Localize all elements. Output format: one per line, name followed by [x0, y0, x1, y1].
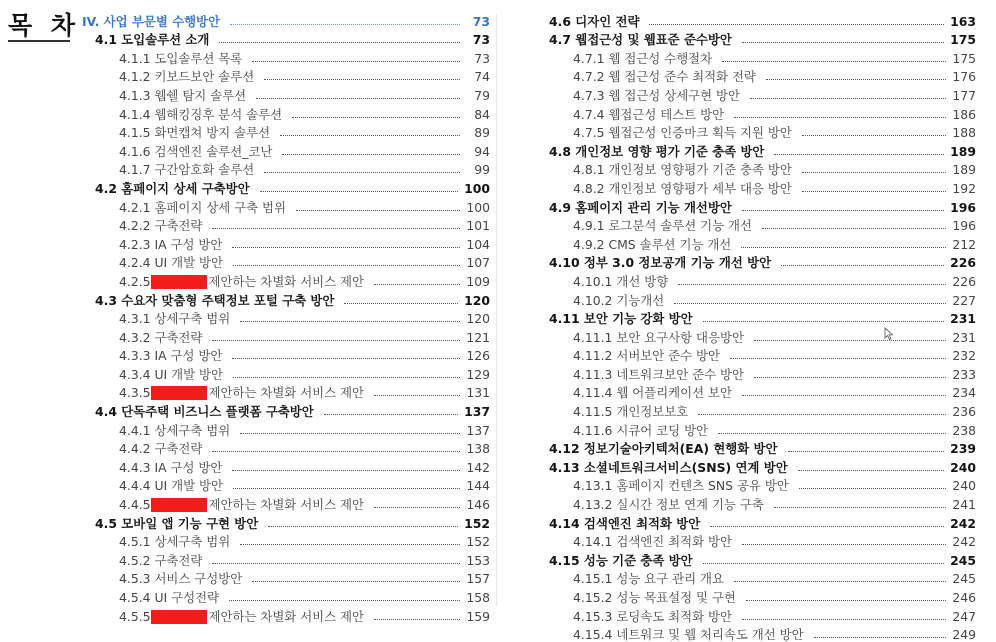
- toc-subentry: [536, 66, 976, 85]
- toc-subentry: [82, 493, 490, 512]
- toc-subentry: [536, 103, 976, 122]
- dot-leader: [798, 470, 944, 471]
- toc-subentry: [82, 363, 490, 382]
- dot-leader: [799, 488, 946, 489]
- redaction-box: [151, 498, 207, 512]
- entry-title: 4.4.4 UI 개발 방안: [119, 478, 223, 494]
- page-number: 175: [952, 50, 976, 66]
- toc-subentry: [536, 624, 976, 642]
- toc-subentry: [82, 159, 490, 178]
- toc-subentry: [536, 215, 976, 234]
- toc-subentry: [82, 531, 490, 550]
- entry-title: 4.4.1 상세구축 범위: [119, 422, 231, 438]
- dot-leader: [734, 117, 946, 118]
- page-number: 240: [950, 459, 976, 475]
- page-number: 246: [952, 590, 976, 605]
- page-number: 159: [466, 608, 490, 624]
- page-number: 120: [466, 311, 490, 327]
- page-number: 189: [950, 143, 976, 159]
- entry-title: 4.9.2 CMS 솔루션 기능 개선: [573, 236, 732, 252]
- title-underline: [8, 40, 70, 42]
- dot-leader: [374, 619, 460, 620]
- toc-section-entry: [536, 10, 976, 29]
- dot-leader: [674, 303, 946, 304]
- toc-subentry: [536, 419, 976, 438]
- dot-leader: [703, 321, 945, 322]
- toc-subentry: [82, 475, 490, 494]
- dot-leader: [814, 637, 946, 638]
- toc-section-entry: [536, 438, 976, 457]
- entry-title: 4.7 웹접근성 및 웹표준 준수방안: [549, 32, 732, 48]
- toc-subentry: [536, 326, 976, 345]
- entry-title: 4.15.3 로딩속도 최적화 방안: [573, 608, 732, 624]
- dot-leader: [788, 451, 945, 452]
- entry-title: 4.10.2 기능개선: [573, 292, 665, 308]
- dot-leader: [754, 377, 946, 378]
- dot-leader: [344, 303, 458, 304]
- entry-title: 4.14 검색엔진 최적화 방안: [549, 515, 701, 531]
- page-number: 79: [474, 87, 490, 103]
- dot-leader: [730, 358, 946, 359]
- redaction-box: [151, 275, 207, 289]
- entry-title: 4.8.2 개인정보 영향평가 세부 대응 방안: [573, 180, 792, 196]
- dot-leader: [781, 265, 944, 266]
- dot-leader: [264, 79, 460, 80]
- page-number: 120: [464, 292, 490, 308]
- toc-subentry: [82, 345, 490, 364]
- entry-title: 제안하는 차별화 서비스 제안: [208, 608, 364, 624]
- dot-leader: [374, 507, 460, 508]
- entry-title: 4.5.4 UI 구성전략: [119, 590, 220, 605]
- page-number: 100: [464, 180, 490, 196]
- toc-section-entry: [82, 177, 490, 196]
- entry-title: 4.15 성능 기준 충족 방안: [549, 552, 693, 568]
- dot-leader: [260, 191, 459, 192]
- page-number: 186: [952, 106, 976, 122]
- page-number: 189: [952, 162, 976, 178]
- entry-title: 4.11.2 서버보안 준수 방안: [573, 348, 720, 364]
- entry-title: 4.5.3 서비스 구성방안: [119, 571, 243, 587]
- page-number: 231: [952, 329, 976, 345]
- entry-title: 4.11.4 웹 어플리케이션 보안: [573, 385, 732, 401]
- entry-number: 4.4.5: [119, 497, 151, 513]
- toc-subentry: [82, 84, 490, 103]
- entry-title: 4.11 보안 기능 강화 방안: [549, 311, 693, 327]
- entry-title: 4.5 모바일 앱 기능 구현 방안: [95, 515, 259, 531]
- page-number: 233: [952, 366, 976, 382]
- toc-section-entry: [536, 456, 976, 475]
- toc-subentry: [536, 605, 976, 624]
- entry-title: 4.13 소셜네트워크서비스(SNS) 연계 방안: [549, 459, 788, 475]
- entry-title: 4.10.1 개선 방향: [573, 273, 669, 289]
- toc-subentry: [536, 345, 976, 364]
- dot-leader: [766, 79, 946, 80]
- entry-number: 4.2.5: [119, 273, 151, 289]
- dot-leader: [232, 358, 460, 359]
- page-number: 245: [950, 552, 976, 568]
- entry-title: 4.9 홈페이지 관리 기능 개선방안: [549, 199, 732, 215]
- entry-title: 4.4 단독주택 비즈니스 플랫폼 구축방안: [95, 404, 314, 420]
- dot-leader: [742, 619, 946, 620]
- page-number: 74: [474, 69, 490, 85]
- page-number: 138: [466, 441, 490, 457]
- page-number: 107: [466, 255, 490, 271]
- dot-leader: [698, 414, 946, 415]
- entry-title: 4.3.3 IA 구성 방안: [119, 348, 223, 364]
- page-number: 137: [464, 404, 490, 420]
- page-number: 196: [952, 218, 976, 234]
- page-number: 73: [474, 50, 490, 66]
- dot-leader: [212, 340, 460, 341]
- entry-title: 4.5.1 상세구축 범위: [119, 534, 231, 550]
- dot-leader: [240, 433, 460, 434]
- entry-title: 4.8.1 개인정보 영향평가 기준 충족 방안: [573, 162, 792, 178]
- toc-subentry: [82, 419, 490, 438]
- page-number: 109: [466, 273, 490, 289]
- dot-leader: [233, 377, 460, 378]
- entry-title: 4.1.4 웹해킹징후 분석 솔루션: [119, 106, 283, 122]
- dot-leader: [324, 414, 458, 415]
- toc-subentry: [82, 438, 490, 457]
- dot-leader: [212, 451, 460, 452]
- page-number: 226: [952, 273, 976, 289]
- page-number: 84: [474, 106, 490, 122]
- page-number: 227: [952, 292, 976, 308]
- dot-leader: [232, 470, 460, 471]
- dot-leader: [292, 117, 460, 118]
- page-number: 175: [950, 32, 976, 48]
- column-divider: [496, 14, 497, 606]
- toc-section-entry: [82, 29, 490, 48]
- toc-subentry: [536, 363, 976, 382]
- dot-leader: [252, 61, 460, 62]
- entry-title: 4.2.3 IA 구성 방안: [119, 236, 223, 252]
- toc-subentry: [536, 159, 976, 178]
- page-number: 101: [466, 218, 490, 234]
- entry-title: 4.3 수요자 맞춤형 주택정보 포털 구축 방안: [95, 292, 335, 308]
- page-number: 73: [472, 32, 490, 48]
- toc-subentry: [82, 122, 490, 141]
- toc-subentry: [536, 47, 976, 66]
- entry-title: 4.7.3 웹 접근성 상세구현 방안: [573, 87, 740, 103]
- page-number: 163: [950, 13, 976, 29]
- entry-title: 4.8 개인정보 영향 평가 기준 충족 방안: [549, 143, 765, 159]
- page-number: 100: [466, 199, 490, 215]
- entry-title: 4.15.4 네트워크 및 웹 처리속도 개선 방안: [573, 627, 804, 642]
- dot-leader: [229, 600, 460, 601]
- dot-leader: [750, 98, 946, 99]
- entry-title: 4.2.1 홈페이지 상세 구축 범위: [119, 199, 286, 215]
- toc-subentry: [82, 605, 490, 624]
- page-number: 226: [950, 255, 976, 271]
- dot-leader: [678, 284, 946, 285]
- entry-title: 4.1.3 웹쉘 탐지 솔루션: [119, 87, 247, 103]
- dot-leader: [219, 42, 460, 43]
- page-number: 242: [952, 534, 976, 550]
- dot-leader: [742, 210, 944, 211]
- dot-leader: [802, 172, 946, 173]
- toc-title: 목 차: [8, 11, 81, 40]
- page-number: 152: [464, 515, 490, 531]
- dot-leader: [374, 395, 460, 396]
- dot-leader: [240, 321, 460, 322]
- toc-section-entry: [536, 196, 976, 215]
- page-number: 158: [466, 590, 490, 605]
- entry-title: 4.11.1 보안 요구사항 대응방안: [573, 329, 744, 345]
- toc-section-entry: [82, 400, 490, 419]
- toc-subentry: [82, 140, 490, 159]
- toc-subentry: [82, 66, 490, 85]
- page-number: 157: [466, 571, 490, 587]
- page-number: 176: [952, 69, 976, 85]
- page-number: 144: [466, 478, 490, 494]
- dot-leader: [703, 563, 945, 564]
- entry-title: 제안하는 차별화 서비스 제안: [208, 385, 364, 401]
- dot-leader: [774, 154, 944, 155]
- toc-subentry: [536, 475, 976, 494]
- toc-subentry: [82, 382, 490, 401]
- dot-leader: [741, 247, 946, 248]
- entry-title: 4.15.2 성능 목표설정 및 구현: [573, 590, 736, 605]
- toc-subentry: [536, 270, 976, 289]
- entry-title: 제안하는 차별화 서비스 제안: [208, 273, 364, 289]
- toc-subentry: [82, 456, 490, 475]
- entry-title: 4.2.2 구축전략: [119, 218, 203, 234]
- entry-title: 4.1 도입솔루션 소개: [95, 32, 210, 48]
- dot-leader: [233, 265, 460, 266]
- entry-title: 4.12 정보기술아키텍처(EA) 현행화 방안: [549, 441, 778, 457]
- toc-subentry: [82, 196, 490, 215]
- toc-section-entry: [82, 512, 490, 531]
- toc-section-entry: [536, 512, 976, 531]
- page-number: 177: [952, 87, 976, 103]
- entry-title: 제안하는 차별화 서비스 제안: [208, 497, 364, 513]
- toc-subentry: [536, 586, 976, 605]
- entry-title: 4.5.2 구축전략: [119, 552, 203, 568]
- toc-subentry: [536, 122, 976, 141]
- entry-title: 4.14.1 검색엔진 최적화 방안: [573, 534, 732, 550]
- toc-section-entry: [536, 252, 976, 271]
- page-number: 94: [474, 143, 490, 159]
- toc-subentry: [82, 252, 490, 271]
- entry-title: 4.3.1 상세구축 범위: [119, 311, 231, 327]
- dot-leader: [718, 433, 946, 434]
- mouse-cursor-icon: [884, 327, 894, 340]
- dot-leader: [734, 581, 946, 582]
- entry-title: 4.1.7 구간암호화 솔루션: [119, 162, 255, 178]
- dot-leader: [280, 135, 460, 136]
- toc-subentry: [82, 215, 490, 234]
- toc-subentry: [82, 326, 490, 345]
- toc-subentry: [82, 103, 490, 122]
- dot-leader: [742, 395, 946, 396]
- dot-leader: [774, 507, 946, 508]
- dot-leader: [754, 340, 946, 341]
- page-number: 247: [952, 608, 976, 624]
- page-number: 242: [950, 515, 976, 531]
- page-number: 146: [466, 497, 490, 513]
- toc-subentry: [536, 177, 976, 196]
- page-number: 192: [952, 180, 976, 196]
- toc-left-column: [82, 10, 490, 624]
- entry-title: 4.4.3 IA 구성 방안: [119, 459, 223, 475]
- entry-title: 4.13.2 실시간 정보 연계 기능 구축: [573, 497, 764, 513]
- dot-leader: [268, 526, 458, 527]
- entry-title: 4.2.4 UI 개발 방안: [119, 255, 223, 271]
- entry-title: 4.1.1 도입솔루션 목록: [119, 50, 243, 66]
- dot-leader: [256, 98, 460, 99]
- dot-leader: [282, 154, 460, 155]
- dot-leader: [742, 544, 946, 545]
- dot-leader: [802, 191, 946, 192]
- redaction-box: [151, 386, 207, 400]
- entry-title: 4.13.1 홈페이지 컨텐츠 SNS 공유 방안: [573, 478, 789, 494]
- page-number: 153: [466, 552, 490, 568]
- toc-subentry: [536, 493, 976, 512]
- entry-title: 4.3.2 구축전략: [119, 329, 203, 345]
- dot-leader: [762, 228, 946, 229]
- page-number: 234: [952, 385, 976, 401]
- dot-leader: [240, 544, 460, 545]
- page-number: 104: [466, 236, 490, 252]
- page-number: 238: [952, 422, 976, 438]
- toc-section-entry: [82, 289, 490, 308]
- entry-title: 4.1.6 검색엔진 솔루션_코난: [119, 143, 273, 159]
- page-number: 236: [952, 404, 976, 420]
- dot-leader: [722, 61, 946, 62]
- toc-subentry: [82, 233, 490, 252]
- page-number: 137: [466, 422, 490, 438]
- entry-title: 4.2 홈페이지 상세 구축방안: [95, 180, 250, 196]
- dot-leader: [649, 24, 944, 25]
- page-number: 126: [466, 348, 490, 364]
- entry-title: IV. 사업 부문별 수행방안: [82, 13, 220, 29]
- page-number: 196: [950, 199, 976, 215]
- entry-title: 4.4.2 구축전략: [119, 441, 203, 457]
- entry-title: 4.7.5 웹접근성 인증마크 획득 지원 방안: [573, 125, 792, 141]
- page-number: 240: [952, 478, 976, 494]
- toc-subentry: [536, 400, 976, 419]
- dot-leader: [710, 526, 944, 527]
- page-number: 188: [952, 125, 976, 141]
- dot-leader: [230, 24, 460, 25]
- toc-subentry: [536, 382, 976, 401]
- dot-leader: [212, 563, 460, 564]
- entry-title: 4.6 디자인 전략: [549, 13, 640, 29]
- entry-title: 4.9.1 로그분석 솔루션 기능 개선: [573, 218, 752, 234]
- page-number: 232: [952, 348, 976, 364]
- page-number: 239: [950, 441, 976, 457]
- toc-section-entry: [536, 308, 976, 327]
- toc-subentry: [82, 47, 490, 66]
- dot-leader: [264, 172, 460, 173]
- entry-title: 4.1.2 키보드보안 솔루션: [119, 69, 255, 85]
- toc-section-entry: [82, 10, 490, 29]
- dot-leader: [212, 228, 460, 229]
- page-number: 249: [952, 627, 976, 642]
- entry-title: 4.11.3 네트워크보안 준수 방안: [573, 366, 744, 382]
- page-number: 245: [952, 571, 976, 587]
- dot-leader: [233, 488, 460, 489]
- dot-leader: [802, 135, 946, 136]
- page-number: 231: [950, 311, 976, 327]
- toc-subentry: [536, 289, 976, 308]
- toc-section-entry: [536, 29, 976, 48]
- entry-number: 4.3.5: [119, 385, 151, 401]
- entry-title: 4.11.5 개인정보보호: [573, 404, 689, 420]
- page-number: 241: [952, 497, 976, 513]
- entry-title: 4.15.1 성능 요구 관리 개요: [573, 571, 724, 587]
- toc-subentry: [536, 84, 976, 103]
- toc-subentry: [82, 308, 490, 327]
- page-number: 142: [466, 459, 490, 475]
- dot-leader: [296, 210, 460, 211]
- entry-number: 4.5.5: [119, 608, 151, 624]
- toc-subentry: [82, 549, 490, 568]
- toc-section-entry: [536, 549, 976, 568]
- toc-subentry: [536, 233, 976, 252]
- page-number: 89: [474, 125, 490, 141]
- toc-subentry: [82, 270, 490, 289]
- page-number: 212: [952, 236, 976, 252]
- entry-title: 4.7.2 웹 접근성 준수 최적화 전략: [573, 69, 756, 85]
- dot-leader: [252, 581, 460, 582]
- page-number: 152: [466, 534, 490, 550]
- entry-title: 4.3.4 UI 개발 방안: [119, 366, 223, 382]
- dot-leader: [232, 247, 460, 248]
- dot-leader: [374, 284, 460, 285]
- entry-title: 4.7.4 웹접근성 테스트 방안: [573, 106, 725, 122]
- entry-title: 4.7.1 웹 접근성 수행절차: [573, 50, 713, 66]
- toc-right-column: [536, 10, 976, 642]
- page-number: 121: [466, 329, 490, 345]
- entry-title: 4.11.6 시큐어 코딩 방안: [573, 422, 709, 438]
- toc-section-entry: [536, 140, 976, 159]
- toc-subentry: [536, 531, 976, 550]
- page-number: 99: [474, 162, 490, 178]
- dot-leader: [746, 600, 946, 601]
- toc-subentry: [536, 568, 976, 587]
- toc-subentry: [82, 568, 490, 587]
- page-number: 131: [466, 385, 490, 401]
- page-number: 73: [472, 13, 490, 29]
- entry-title: 4.1.5 화면캡쳐 방지 솔루션: [119, 125, 271, 141]
- dot-leader: [742, 42, 944, 43]
- page-number: 129: [466, 366, 490, 382]
- toc-subentry: [82, 586, 490, 605]
- entry-title: 4.10 정부 3.0 정보공개 기능 개선 방안: [549, 255, 772, 271]
